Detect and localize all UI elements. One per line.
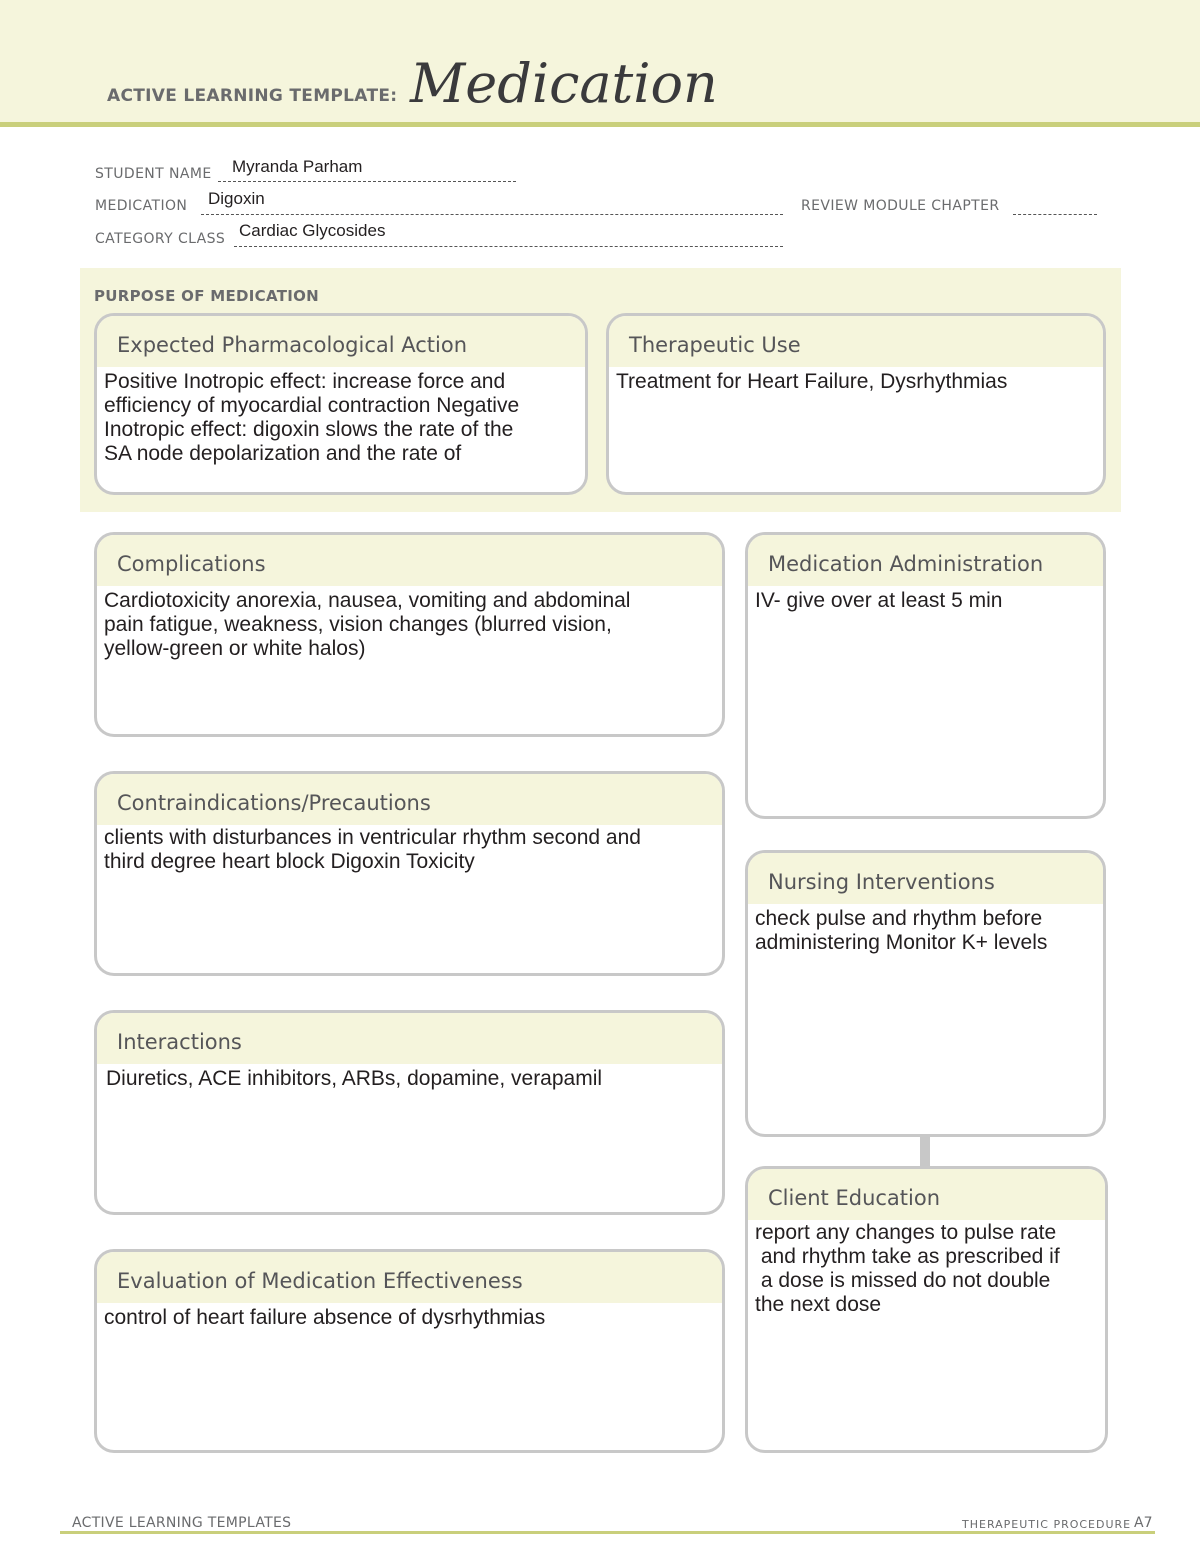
expected-action-box — [94, 313, 588, 495]
header-divider — [0, 122, 1200, 127]
contraindications-text[interactable]: clients with disturbances in ventricular rhythm second and third degree heart block Digoxin Toxicity — [104, 826, 641, 873]
student-name-line — [218, 181, 516, 182]
evaluation-text[interactable]: control of heart failure absence of dysrhythmias — [104, 1306, 546, 1329]
nursing-text[interactable]: check pulse and rhythm before administering Monitor K+ levels — [755, 907, 1048, 954]
contraindications-box — [94, 771, 725, 976]
therapeutic-use-box — [606, 313, 1106, 495]
administration-text[interactable]: IV- give over at least 5 min — [755, 589, 1003, 612]
complications-heading: Complications — [97, 535, 722, 586]
nursing-heading: Nursing Interventions — [748, 853, 1103, 904]
education-text[interactable]: report any changes to pulse rate and rhythm take as prescribed if a dose is missed do not double the next dose — [755, 1221, 1060, 1316]
medication-line — [201, 214, 783, 215]
review-module-label: REVIEW MODULE CHAPTER — [801, 198, 1000, 214]
box-connector — [920, 1134, 930, 1166]
expected-action-heading: Expected Pharmacological Action — [97, 316, 585, 367]
review-module-line[interactable] — [1013, 214, 1097, 215]
nursing-box — [745, 850, 1106, 1137]
interactions-heading: Interactions — [97, 1013, 722, 1064]
category-class-value[interactable]: Cardiac Glycosides — [239, 221, 386, 240]
complications-text[interactable]: Cardiotoxicity anorexia, nausea, vomiting and abdominal pain fatigue, weakness, vision changes (blurred vision, yellow-green or white halos) — [104, 589, 631, 660]
education-heading: Client Education — [748, 1169, 1105, 1220]
footer-left: ACTIVE LEARNING TEMPLATES — [72, 1515, 292, 1531]
evaluation-heading: Evaluation of Medication Effectiveness — [97, 1252, 722, 1303]
evaluation-box — [94, 1249, 725, 1453]
interactions-text[interactable]: Diuretics, ACE inhibitors, ARBs, dopamine, verapamil — [106, 1067, 603, 1090]
administration-heading: Medication Administration — [748, 535, 1103, 586]
medication-value[interactable]: Digoxin — [208, 189, 265, 208]
footer-divider — [60, 1531, 1155, 1534]
page-title: Medication — [410, 52, 718, 115]
student-name-value[interactable]: Myranda Parham — [232, 157, 363, 176]
contraindications-heading: Contraindications/Precautions — [97, 774, 722, 825]
template-label: ACTIVE LEARNING TEMPLATE: — [107, 86, 398, 106]
administration-box — [745, 532, 1106, 819]
category-class-label: CATEGORY CLASS — [95, 231, 226, 247]
therapeutic-use-text[interactable]: Treatment for Heart Failure, Dysrhythmias — [616, 370, 1008, 393]
medication-label: MEDICATION — [95, 198, 188, 214]
interactions-box — [94, 1010, 725, 1215]
expected-action-text[interactable]: Positive Inotropic effect: increase force and efficiency of myocardial contraction Negative Inotropic effect: digoxin slows the rate of the SA node depolarization and the rate of — [104, 370, 520, 465]
complications-box — [94, 532, 725, 737]
purpose-title: PURPOSE OF MEDICATION — [94, 287, 320, 305]
student-name-label: STUDENT NAME — [95, 166, 212, 182]
category-class-line — [234, 246, 783, 247]
therapeutic-use-heading: Therapeutic Use — [609, 316, 1103, 367]
footer-right: THERAPEUTIC PROCEDURE — [962, 1518, 1132, 1531]
education-box — [745, 1166, 1108, 1453]
page-number: A7 — [1134, 1515, 1153, 1531]
